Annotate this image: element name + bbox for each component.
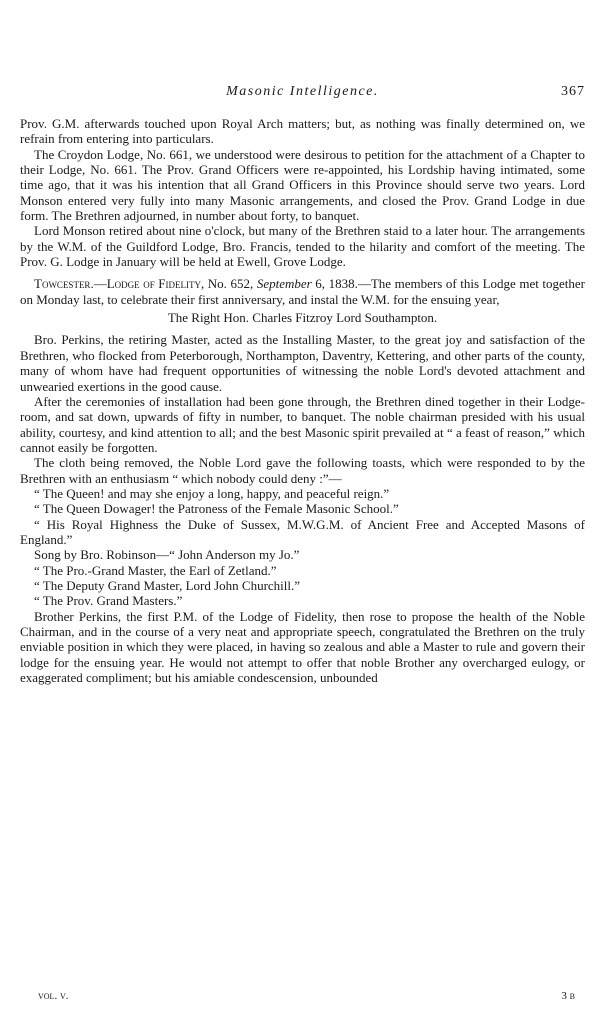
meeting-date: September [256,276,312,292]
installed-master-name: The Right Hon. Charles Fitzroy Lord Southampton. [167,310,438,326]
toast: “ The Queen Dowager! the Patroness of the Female Masonic School.” [34,501,399,517]
paragraph: Brother Perkins, the first P.M. of the Lodge of Fidelity, then rose to propose the health of the Noble Chairman, and in the course of a very neat and appropriate speech, congratulated the Brethren on the truly enviable position in which they were placed, in having so zealous and able a Master to rule and govern their lodge for the ensuing year. He would not attempt to offer that noble Brother any overcharged eulogy, or exaggerated compliment; but his amiable condescension, unbounded [20,608,585,686]
paragraph-towcester [20,276,585,307]
paragraph: Bro. Perkins, the retiring Master, acted as the Installing Master, to the great joy and satisfaction of the Brethren, who flocked from Peterborough, Northampton, Daventry, Kettering, and other parts of the county, many of whom have had frequent opportunities of witnessing the noble Lord's devoted attachment and unwearied exertions in the good cause. [20,332,585,394]
lodge-heading: Towcester.—Lodge of Fidelity, [34,276,205,292]
toast: “ The Deputy Grand Master, Lord John Churchill.” [34,577,301,593]
paragraph-text: 6, 1838.—The members of this Lodge met together on Monday last, to celebrate their first anniversary, and instal the W.M. for the ensuing year, [20,276,585,307]
paragraph: After the ceremonies of installation had been gone through, the Brethren dined together in their Lodge-room, and sat down, upwards of fifty in number, to banquet. The noble chairman presided with his usual ability, courtesy, and kind attention to all; and the best Masonic spirit prevailed at “ a feast of reason,” which cannot easily be forgotten. [20,393,585,455]
toast: Song by Bro. Robinson—“ John Anderson my Jo.” [34,547,300,563]
lodge-number: No. 652, [204,276,257,292]
toast: “ The Queen! and may she enjoy a long, happy, and peaceful reign.” [34,485,390,501]
volume-label: vol. v. [38,990,69,1002]
toast: “ The Pro.-Grand Master, the Earl of Zetland.” [34,562,277,578]
paragraph: Prov. G.M. afterwards touched upon Royal Arch matters; but, as nothing was finally determined on, we refrain from entering into particulars. [20,116,585,147]
page-number: 367 [561,84,585,99]
signature-mark: 3 b [561,990,575,1002]
paragraph: The Croydon Lodge, No. 661, we understood were desirous to petition for the attachment of a Chapter to their Lodge, No. 661. The Prov. Grand Officers were re-appointed, his Lordship having intimated, some time ago, that it was his intention that all Grand Officers in this Province should serve two years. Lord Monson entered very fully into many Masonic arrangements, and closed the Prov. Grand Lodge in due form. The Brethren adjourned, in number about forty, to banquet. [20,146,585,224]
page-footer [38,990,575,1004]
running-head [20,84,585,104]
toast: “ The Prov. Grand Masters.” [34,593,183,609]
paragraph: The cloth being removed, the Noble Lord gave the following toasts, which were responded to by the Brethren with an enthusiasm “ which nobody could deny :”— [20,455,585,486]
article-body [20,116,585,685]
running-head-title: Masonic Intelligence. [226,84,379,99]
toast: “ His Royal Highness the Duke of Sussex, M.W.G.M. of Ancient Free and Accepted Masons of England.” [20,516,585,547]
paragraph: Lord Monson retired about nine o'clock, but many of the Brethren staid to a later hour. The arrangements by the W.M. of the Guildford Lodge, Bro. Francis, tended to the hilarity and comfort of the meeting. The Prov. G. Lodge in January will be held at Ewell, Grove Lodge. [20,223,585,270]
